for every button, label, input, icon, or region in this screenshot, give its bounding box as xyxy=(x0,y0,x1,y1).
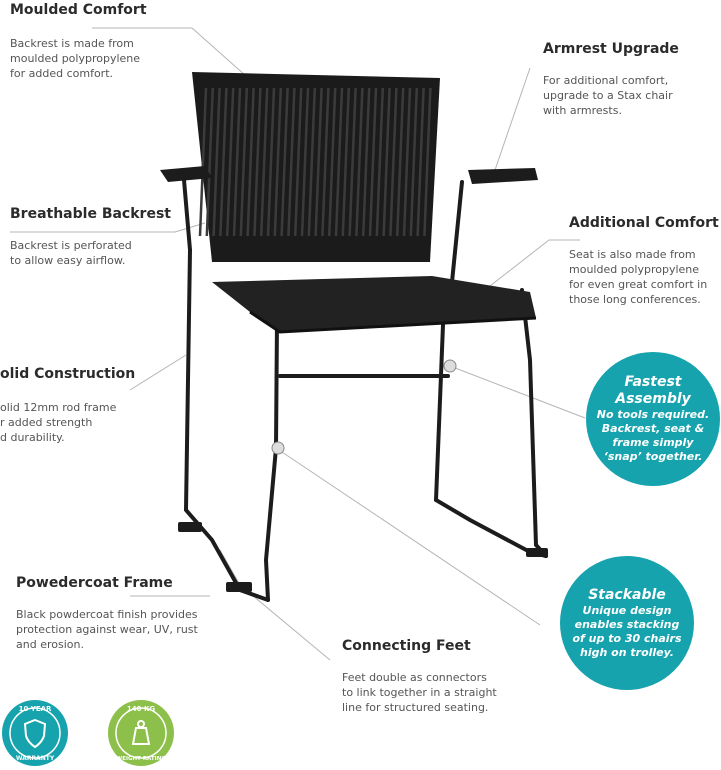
weight-badge-bottom: WEIGHT RATING xyxy=(116,756,166,762)
desc-line: and erosion. xyxy=(16,638,84,651)
connecting-feet-desc xyxy=(342,670,497,715)
desc-line: olid 12mm rod frame xyxy=(0,401,117,414)
solid-construction-desc xyxy=(0,400,135,445)
weight-badge-top: 140 KG xyxy=(126,705,156,713)
bubble-title: Assembly xyxy=(615,391,691,407)
breathable-backrest-feature xyxy=(10,206,171,268)
warranty-badge xyxy=(0,698,70,768)
connecting-feet-title: Connecting Feet xyxy=(342,638,471,654)
weight-rating-badge xyxy=(106,698,176,768)
additional-comfort-desc xyxy=(569,247,719,307)
foot-back-left xyxy=(178,522,202,532)
desc-line: r added strength xyxy=(0,416,93,429)
desc-line: For additional comfort, xyxy=(543,74,669,87)
desc-line: Backrest is perforated xyxy=(10,239,132,252)
stackable-bubble xyxy=(560,556,694,690)
bubble-line: ‘snap’ together. xyxy=(603,450,703,463)
bubble-title: Stackable xyxy=(588,586,666,603)
breathable-backrest-title: Breathable Backrest xyxy=(10,206,171,222)
bubble-line: high on trolley. xyxy=(580,645,674,659)
desc-line: line for structured seating. xyxy=(342,701,489,714)
bubble-line: enables stacking xyxy=(574,617,680,631)
moulded-comfort-feature xyxy=(10,2,147,81)
desc-line: for added comfort. xyxy=(10,67,114,80)
additional-comfort-feature xyxy=(569,215,719,307)
armrest-upgrade-feature xyxy=(543,41,679,118)
desc-line: Feet double as connectors xyxy=(342,671,487,684)
armrest-upgrade-title: Armrest Upgrade xyxy=(543,41,679,57)
breathable-backrest-desc xyxy=(10,238,171,268)
powdercoat-frame-desc xyxy=(16,607,198,652)
desc-line: moulded polypropylene xyxy=(10,52,141,65)
desc-line: to allow easy airflow. xyxy=(10,254,126,267)
desc-line: Black powdercoat finish provides xyxy=(16,608,198,621)
foot-right xyxy=(526,548,548,557)
armrest-right xyxy=(468,168,538,184)
bubble-title: Fastest xyxy=(624,374,682,390)
foot-front-left xyxy=(226,582,252,592)
armrest-upgrade-desc xyxy=(543,73,679,118)
desc-line: d durability. xyxy=(0,431,65,444)
desc-line: with armrests. xyxy=(543,104,622,117)
desc-line: moulded polypropylene xyxy=(569,263,700,276)
desc-line: those long conferences. xyxy=(569,293,701,306)
assembly-point-dot xyxy=(444,360,456,372)
desc-line: for even great comfort in xyxy=(569,278,708,291)
solid-construction-title: olid Construction xyxy=(0,366,136,382)
solid-construction-feature xyxy=(0,366,135,445)
bubble-line: Unique design xyxy=(582,603,672,617)
bubble-line: frame simply xyxy=(612,436,694,449)
desc-line: Seat is also made from xyxy=(569,248,696,261)
powdercoat-frame-feature xyxy=(16,575,198,652)
warranty-badge-top: 10 YEAR xyxy=(18,705,52,713)
stack-point-dot xyxy=(272,442,284,454)
moulded-comfort-title: Moulded Comfort xyxy=(10,2,147,18)
connecting-feet-feature xyxy=(342,638,497,715)
powdercoat-frame-title: Powedercoat Frame xyxy=(16,575,173,591)
desc-line: protection against wear, UV, rust xyxy=(16,623,198,636)
desc-line: to link together in a straight xyxy=(342,686,497,699)
seat xyxy=(212,276,536,332)
bubble-line: Backrest, seat & xyxy=(601,422,705,435)
additional-comfort-title: Additional Comfort xyxy=(569,215,719,231)
desc-line: Backrest is made from xyxy=(10,37,134,50)
bubble-line: of up to 30 chairs xyxy=(572,631,682,645)
warranty-badge-bottom: WARRANTY xyxy=(15,755,55,762)
desc-line: upgrade to a Stax chair xyxy=(543,89,673,102)
bubble-line: No tools required. xyxy=(596,408,710,421)
moulded-comfort-desc xyxy=(10,36,147,81)
fastest-assembly-bubble xyxy=(586,352,720,486)
